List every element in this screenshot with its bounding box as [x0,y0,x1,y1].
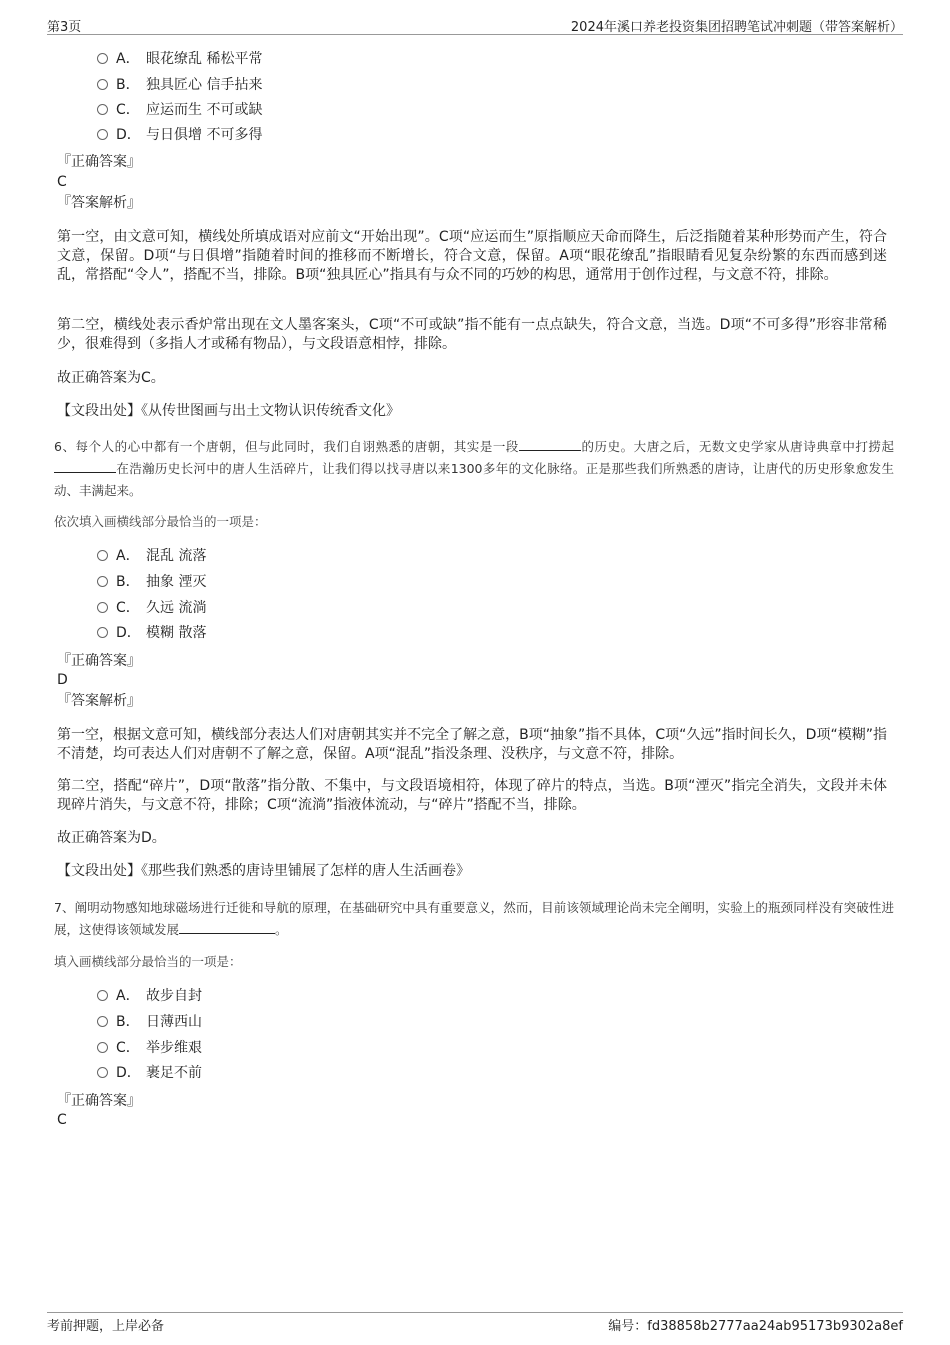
page-header [47,14,903,35]
q5-answer-label: 『正确答案』 [57,154,141,170]
q5-option-b[interactable]: B． 独具匠心 信手拈来 [97,74,262,96]
q5-analysis-label: 『答案解析』 [57,195,141,211]
page-footer [47,1312,903,1337]
radio-icon[interactable] [97,602,108,613]
q7-answer: C [57,1112,67,1128]
q6-option-c[interactable]: C． 久远 流淌 [97,597,206,619]
q5-option-a[interactable]: A． 眼花缭乱 稀松平常 [97,48,262,70]
radio-icon[interactable] [97,53,108,64]
document-id: 编号：fd38858b2777aa24ab95173b9302a8ef [608,1319,903,1334]
q6-prompt: 依次填入画横线部分最恰当的一项是： [54,514,267,529]
answer-blank [519,436,581,451]
q5-option-c[interactable]: C． 应运而生 不可或缺 [97,99,262,121]
radio-icon[interactable] [97,990,108,1001]
document-title: 2024年溪口养老投资集团招聘笔试冲刺题（带答案解析） [570,20,903,35]
q6-option-a[interactable]: A． 混乱 流落 [97,545,206,567]
q5-analysis-p1: 第一空，由文意可知，横线处所填成语对应前文“开始出现”。C项“应运而生”原指顺应天命而降生，后泛指随着某种形势而产生，符合文意，保留。D项“与日俱增”指随着时间的推移而不断增长，符合文意，保留。A项“眼花缭乱”指眼睛看见复杂纷繁的东西而感到迷乱，常搭配“令人”，搭配不当，排除。B项“独具匠心”指具有与众不同的巧妙的构思，通常用于创作过程，与文意不符，排除。 [57,229,887,283]
radio-icon[interactable] [97,627,108,638]
q5-option-d[interactable]: D． 与日俱增 不可多得 [97,124,262,146]
answer-blank [54,458,116,473]
radio-icon[interactable] [97,576,108,587]
q6-stem: 6、每个人的心中都有一个唐朝，但与此同时，我们自诩熟悉的唐朝，其实是一段 的历史。大唐之后，无数文史学家从唐诗典章中打捞起在浩瀚历史长河中的唐人生活碎片，让我们得以找寻唐以来1300多年的文化脉络。正是那些我们所熟悉的唐诗，让唐代的历史形象愈发生动、丰满起来。 [54,436,894,502]
q7-option-a[interactable]: A． 故步自封 [97,985,202,1007]
radio-icon[interactable] [97,1016,108,1027]
q6-analysis-p2: 第二空，搭配“碎片”，D项“散落”指分散、不集中，与文段语境相符，体现了碎片的特点，当选。B项“湮灭”指完全消失，文段并未体现碎片消失，与文意不符，排除；C项“流淌”指液体流动，与“碎片”搭配不当，排除。 [57,778,887,813]
radio-icon[interactable] [97,550,108,561]
q5-analysis-p2: 第二空，横线处表示香炉常出现在文人墨客案头，C项“不可或缺”指不能有一点点缺失，符合文意，当选。D项“不可多得”形容非常稀少，很难得到（多指人才或稀有物品），与文段语意相悖，排除。 [57,317,887,352]
q7-option-d[interactable]: D． 裹足不前 [97,1062,202,1084]
q6-analysis-label: 『答案解析』 [57,693,141,709]
q6-option-b[interactable]: B． 抽象 湮灭 [97,571,206,593]
radio-icon[interactable] [97,79,108,90]
q7-prompt: 填入画横线部分最恰当的一项是： [54,954,242,969]
radio-icon[interactable] [97,104,108,115]
q6-answer: D [57,672,68,688]
page-number: 第3页 [47,20,82,35]
footer-slogan: 考前押题，上岸必备 [47,1319,165,1334]
radio-icon[interactable] [97,1067,108,1078]
q7-answer-label: 『正确答案』 [57,1093,141,1109]
q5-analysis-p3: 故正确答案为C。 [57,370,165,386]
q5-answer: C [57,174,67,190]
q5-source: 【文段出处】《从传世图画与出土文物认识传统香文化》 [57,403,400,419]
radio-icon[interactable] [97,129,108,140]
q6-analysis-p3: 故正确答案为D。 [57,830,166,846]
q6-source: 【文段出处】《那些我们熟悉的唐诗里铺展了怎样的唐人生活画卷》 [57,863,470,879]
q7-option-b[interactable]: B． 日薄西山 [97,1011,202,1033]
q7-stem: 7、阐明动物感知地球磁场进行迁徙和导航的原理，在基础研究中具有重要意义，然而，目前该领域理论尚未完全阐明，实验上的瓶颈同样没有突破性进展，这使得该领域发展 。 [54,900,894,937]
radio-icon[interactable] [97,1042,108,1053]
q6-option-d[interactable]: D． 模糊 散落 [97,622,206,644]
q6-analysis-p1: 第一空，根据文意可知，横线部分表达人们对唐朝其实并不完全了解之意，B项“抽象”指不具体，C项“久远”指时间长久，D项“模糊”指不清楚，均可表达人们对唐朝不了解之意，保留。A项“混乱”指没条理、没秩序，与文意不符，排除。 [57,727,887,762]
q6-answer-label: 『正确答案』 [57,653,141,669]
q7-option-c[interactable]: C． 举步维艰 [97,1037,202,1059]
answer-blank [179,919,275,934]
